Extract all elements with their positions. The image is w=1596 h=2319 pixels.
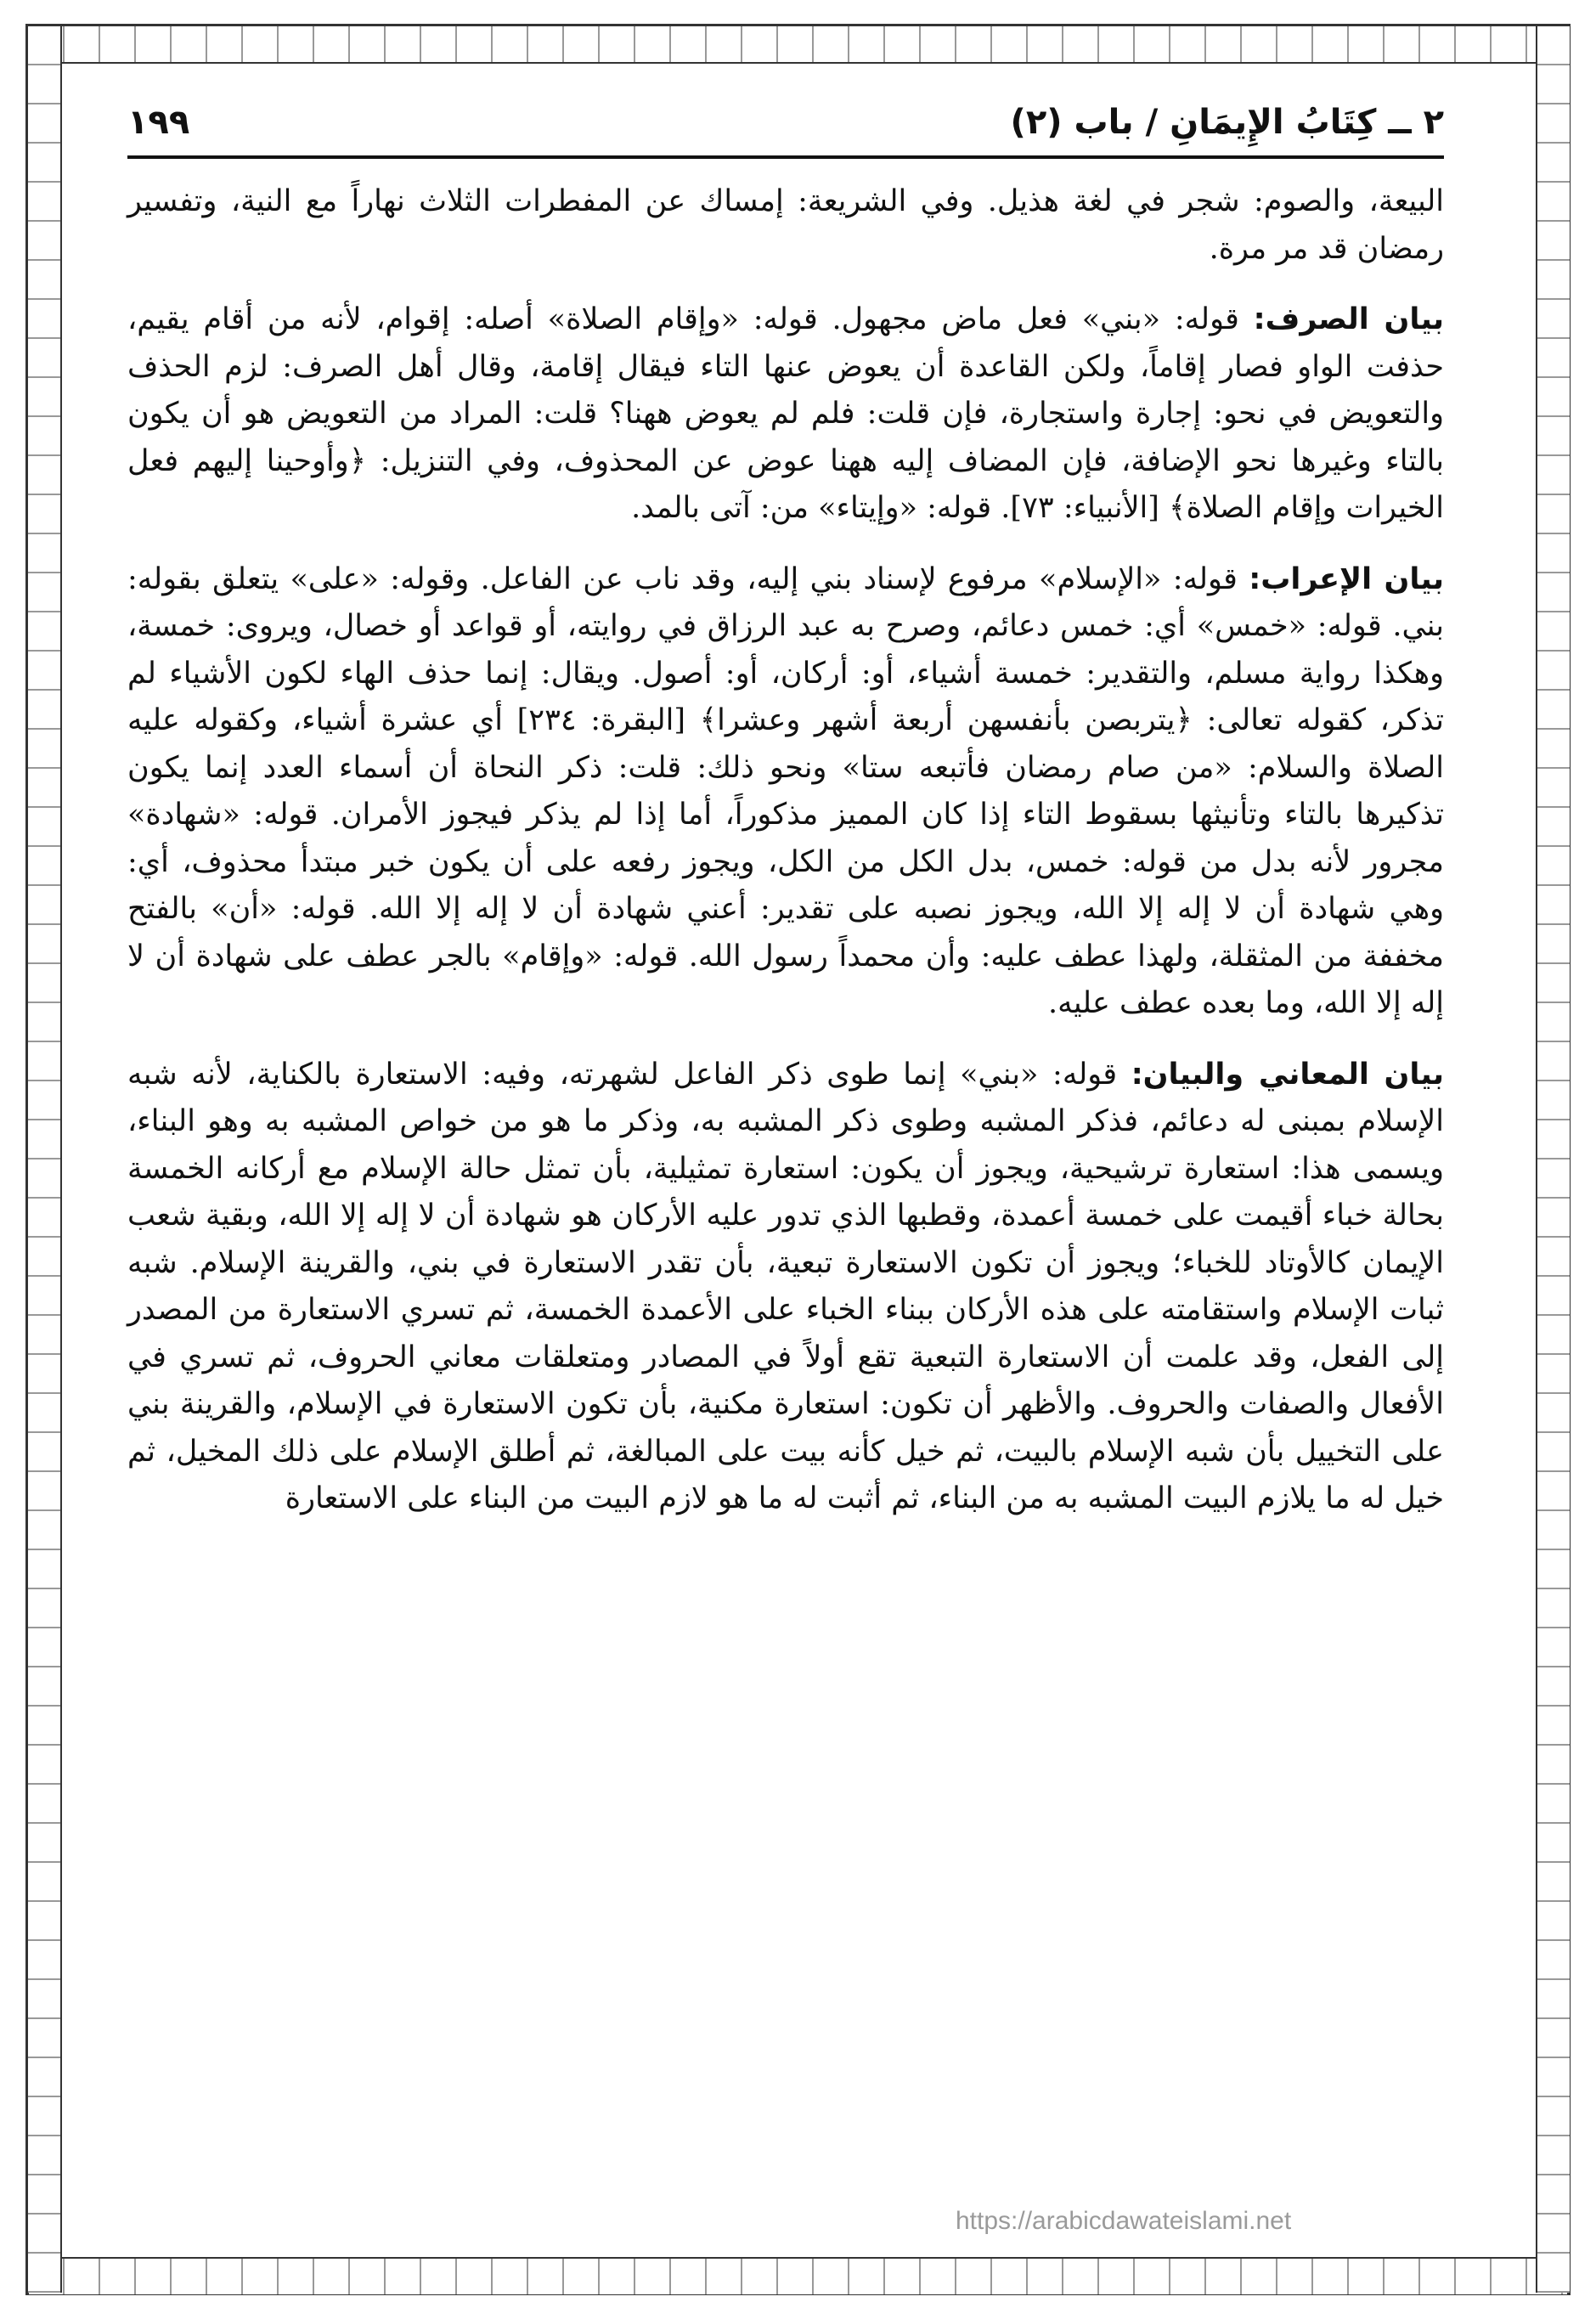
section-heading: بيان المعاني والبيان: <box>1131 1057 1444 1092</box>
paragraph-text: قوله: «الإسلام» مرفوع لإسناد بني إليه، وقد ناب عن الفاعل. وقوله: «على» يتعلق بقوله: بني. قوله: «خمس» أي: خمس دعائم، وصرح به عبد الرزاق في روايته، أو قواعد أو خصال، ويروى: خمسة، وهكذا رواية مسلم، والتقدير: خمسة أشياء، أو: أركان، أو: أصول. ويقال: إنما حذف الهاء لكون الأشياء لم تذكر، كقوله تعالى: ﴿يتربصن بأنفسهن أربعة أشهر وعشرا﴾ [البقرة: ٢٣٤] أي عشرة أشياء، وكقوله عليه الصلاة والسلام: «من صام رمضان فأتبعه ستا» ونحو ذلك: قلت: ذكر النحاة أن أسماء العدد إنما يكون تذكيرها بالتاء وتأنيثها بسقوط التاء إذا كان المميز مذكوراً، أما إذا لم يذكر فيجوز الأمران. قوله: «شهادة» مجرور لأنه بدل من قوله: خمس، بدل الكل من الكل، ويجوز رفعه على أن يكون خبر مبتدأ محذوف، أي: وهي شهادة أن لا إله إلا الله، ويجوز نصبه على تقدير: أعني شهادة أن لا إله إلا الله. قوله: «أن» بالفتح مخففة من المثقلة، ولهذا عطف عليه: وأن محمداً رسول الله. قوله: «وإقام» بالجر عطف على شهادة أن لا إله إلا الله، وما بعده عطف عليه. <box>127 561 1444 1020</box>
page-header <box>127 98 1444 157</box>
page-body <box>127 178 1444 1547</box>
section-heading: بيان الإعراب: <box>1249 561 1444 596</box>
section-heading: بيان الصرف: <box>1253 302 1444 336</box>
decorative-border-bottom <box>29 2257 1567 2294</box>
decorative-border-top <box>29 26 1567 64</box>
header-rule <box>127 155 1444 159</box>
running-title: ٢ ــ كِتَابُ الإِيمَانِ / باب (٢) <box>1010 103 1444 142</box>
paragraph <box>127 296 1444 533</box>
paragraph <box>127 1052 1444 1523</box>
paragraph <box>127 556 1444 1028</box>
watermark-url: https://arabicdawateislami.net <box>956 2207 1292 2235</box>
page-number: ١٩٩ <box>127 103 190 142</box>
paragraph-text: قوله: «بني» إنما طوى ذكر الفاعل لشهرته، وفيه: الاستعارة بالكناية، لأنه شبه الإسلام بمبنى له دعائم، فذكر المشبه وطوى ذكر المشبه به، وذكر ما هو من خواص المشبه به وهو البناء، ويسمى هذا: استعارة ترشيحية، ويجوز أن يكون: استعارة تمثيلية، بأن تمثل حالة الإسلام مع أركانه الخمسة بحالة خباء أقيمت على خمسة أعمدة، وقطبها الذي تدور عليه الأركان هو شهادة أن لا إله إلا الله، وبقية شعب الإيمان كالأوتاد للخباء؛ ويجوز أن تكون الاستعارة تبعية، بأن تقدر الاستعارة في بني، والقرينة الإسلام. شبه ثبات الإسلام واستقامته على هذه الأركان ببناء الخباء على الأعمدة الخمسة، ثم تسري الاستعارة من المصدر إلى الفعل، وقد علمت أن الاستعارة التبعية تقع أولاً في المصادر ومتعلقات معاني الحروف، ثم تسري في الأفعال والصفات والحروف. والأظهر أن تكون: استعارة مكنية، بأن تكون الاستعارة في الإسلام، والقرينة بني على التخييل بأن شبه الإسلام بالبيت، ثم خيل كأنه بيت على المبالغة، ثم أطلق الإسلام على ذلك المخيل، ثم خيل له ما يلازم البيت المشبه به من البناء، ثم أثبت له ما هو لازم البيت من البناء على الاستعارة <box>127 1057 1444 1515</box>
paragraph-text: قوله: «بني» فعل ماض مجهول. قوله: «وإقام الصلاة» أصله: إقوام، لأنه من أقام يقيم، حذفت الواو فصار إقاماً، ولكن القاعدة أن يعوض عنها التاء فيقال إقامة، وقال أهل الصرف: لزم الحذف والتعويض في نحو: إجارة واستجارة، فإن قلت: فلم لم يعوض ههنا؟ قلت: المراد من التعويض هو أن يكون بالتاء وغيرها نحو الإضافة، فإن المضاف إليه ههنا عوض عن المحذوف، وفي التنزيل: ﴿وأوحينا إليهم فعل الخيرات وإقام الصلاة﴾ [الأنبياء: ٧٣]. قوله: «وإيتاء» من: آتى بالمد. <box>127 302 1444 525</box>
paragraph <box>127 178 1444 273</box>
paragraph-text: البيعة، والصوم: شجر في لغة هذيل. وفي الشريعة: إمساك عن المفطرات الثلاث نهاراً مع النية، وتفسير رمضان قد مر مرة. <box>127 184 1444 266</box>
decorative-border-left <box>28 26 62 2293</box>
decorative-border-right <box>1536 26 1570 2293</box>
